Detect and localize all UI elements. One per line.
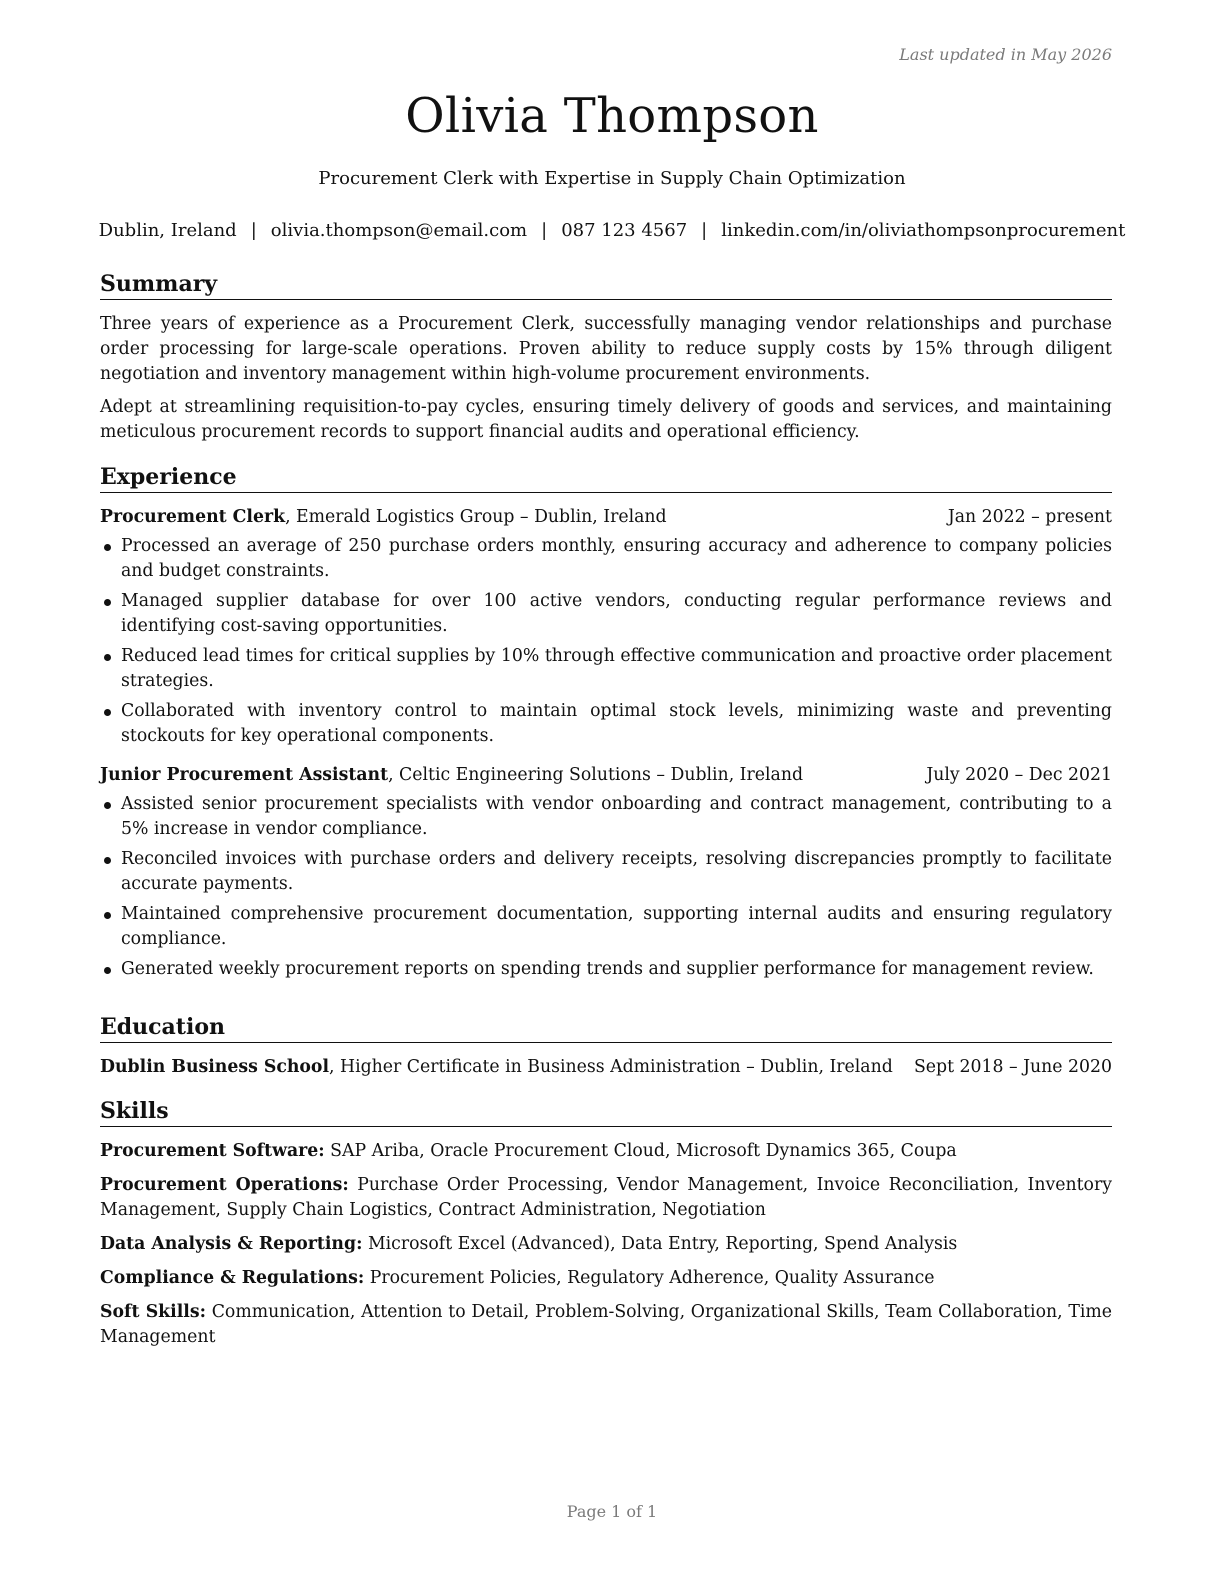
job-dates: Jan 2022 – present — [947, 507, 1112, 527]
skill-line — [100, 1139, 1112, 1164]
contact-linkedin[interactable]: linkedin.com/in/oliviathompsonprocurement — [721, 220, 1126, 241]
bullet-item: Managed supplier database for over 100 active vendors, conducting regular performance reviews and identifying cost-saving opportunities. — [100, 589, 1112, 639]
summary-section — [100, 270, 1112, 453]
bullet-item: Generated weekly procurement reports on spending trends and supplier performance for management review. — [100, 957, 1112, 982]
job-title-line — [100, 505, 667, 530]
education-line — [100, 1055, 893, 1080]
skill-label: Compliance & Regulations: — [100, 1268, 365, 1288]
skill-value: SAP Ariba, Oracle Procurement Cloud, Microsoft Dynamics 365, Coupa — [324, 1141, 957, 1161]
bullet-item: Processed an average of 250 purchase orders monthly, ensuring accuracy and adherence to company policies and budget constraints. — [100, 534, 1112, 584]
tagline: Procurement Clerk with Expertise in Supply Chain Optimization — [318, 168, 906, 189]
contact-phone[interactable]: 087 123 4567 — [561, 220, 688, 241]
section-title-experience: Experience — [100, 463, 1112, 493]
job-header — [100, 505, 1112, 530]
skill-label: Procurement Software: — [100, 1141, 325, 1161]
contact-location: Dublin, Ireland — [98, 220, 237, 241]
education-school: Dublin Business School — [100, 1057, 330, 1077]
bullet-item: Collaborated with inventory control to maintain optimal stock levels, minimizing waste and preventing stockouts for key operational components. — [100, 699, 1112, 749]
skill-value: Communication, Attention to Detail, Problem-Solving, Organizational Skills, Team Collaboration, Time Management — [100, 1302, 1112, 1347]
skill-value: Purchase Order Processing, Vendor Management, Invoice Reconciliation, Inventory Management, Supply Chain Logistics, Contract Administration, Negotiation — [100, 1175, 1112, 1220]
education-section — [100, 1013, 1112, 1080]
skill-line — [100, 1173, 1112, 1223]
job-role: Procurement Clerk — [100, 507, 286, 527]
contact-email[interactable]: olivia.thompson@email.com — [270, 220, 528, 241]
section-title-summary: Summary — [100, 270, 1112, 300]
job-header — [100, 763, 1112, 788]
experience-section — [100, 463, 1112, 987]
bullet-item: Maintained comprehensive procurement documentation, supporting internal audits and ensuring regulatory compliance. — [100, 902, 1112, 952]
last-updated: Last updated in May 2026 — [899, 45, 1112, 64]
section-title-education: Education — [100, 1013, 1112, 1043]
job-bullets — [100, 534, 1112, 749]
contact-separator: | — [541, 220, 548, 241]
skill-line — [100, 1232, 1112, 1257]
bullet-item: Reduced lead times for critical supplies by 10% through effective communication and proactive order placement strategies. — [100, 644, 1112, 694]
job-dates: July 2020 – Dec 2021 — [926, 765, 1112, 785]
skill-line — [100, 1300, 1112, 1350]
candidate-name: Olivia Thompson — [405, 88, 819, 144]
page-number: Page 1 of 1 — [566, 1502, 658, 1521]
skill-value: Microsoft Excel (Advanced), Data Entry, Reporting, Spend Analysis — [362, 1234, 958, 1254]
contact-line — [0, 220, 1224, 241]
job-entry — [100, 505, 1112, 749]
job-title-line — [100, 763, 803, 788]
skill-label: Data Analysis & Reporting: — [100, 1234, 363, 1254]
summary-paragraph: Three years of experience as a Procurement Clerk, successfully managing vendor relationships and purchase order processing for large-scale operations. Proven ability to reduce supply costs by 15% through diligent negotiation and inventory management within high-volume procurement environments. — [100, 314, 1112, 384]
job-bullets — [100, 792, 1112, 982]
job-entry — [100, 763, 1112, 982]
skill-value: Procurement Policies, Regulatory Adherence, Quality Assurance — [364, 1268, 935, 1288]
skills-section — [100, 1097, 1112, 1359]
bullet-item: Assisted senior procurement specialists with vendor onboarding and contract management, contributing to a 5% increase in vendor compliance. — [100, 792, 1112, 842]
skill-label: Procurement Operations: — [100, 1175, 349, 1195]
job-role: Junior Procurement Assistant — [100, 765, 389, 785]
job-org: , Celtic Engineering Solutions – Dublin, Ireland — [388, 765, 804, 785]
skill-label: Soft Skills: — [100, 1302, 206, 1322]
education-dates: Sept 2018 – June 2020 — [913, 1057, 1112, 1077]
skill-line — [100, 1266, 1112, 1291]
section-title-skills: Skills — [100, 1097, 1112, 1127]
contact-separator: | — [701, 220, 708, 241]
job-org: , Emerald Logistics Group – Dublin, Ireland — [285, 507, 667, 527]
education-entry — [100, 1055, 1112, 1080]
bullet-item: Reconciled invoices with purchase orders and delivery receipts, resolving discrepancies promptly to facilitate accurate payments. — [100, 847, 1112, 897]
summary-paragraph: Adept at streamlining requisition-to-pay cycles, ensuring timely delivery of goods and services, and maintaining meticulous procurement records to support financial audits and operational efficiency. — [100, 397, 1112, 442]
contact-separator: | — [250, 220, 257, 241]
education-detail: , Higher Certificate in Business Administration – Dublin, Ireland — [329, 1057, 893, 1077]
